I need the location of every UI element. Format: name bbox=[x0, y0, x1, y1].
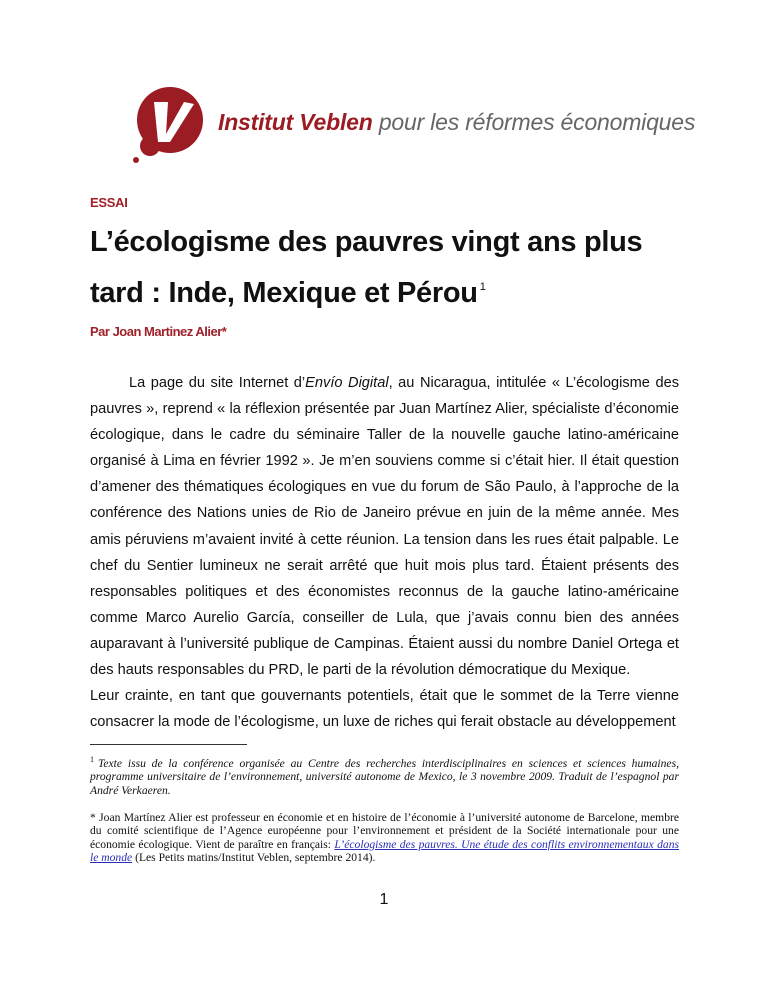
article-title-text: L’écologisme des pauvres vingt ans plus tard : Inde, Mexique et Pérou bbox=[90, 226, 643, 309]
article-kicker: ESSAI bbox=[90, 195, 128, 210]
body-paragraph: Leur crainte, en tant que gouvernants potentiels, était que le sommet de la Terre vienne consacrer la mode de l’écologisme, un luxe de riches qui ferait obstacle au développement bbox=[90, 688, 679, 731]
footnote-separator bbox=[90, 744, 247, 745]
article-body bbox=[90, 370, 679, 735]
footnote-mark: 1 bbox=[90, 755, 94, 764]
veblen-v-icon bbox=[128, 84, 214, 166]
logo-tagline: pour les réformes économiques bbox=[378, 109, 696, 135]
page-number: 1 bbox=[379, 891, 389, 908]
title-footnote-mark[interactable]: 1 bbox=[479, 281, 486, 293]
article-author: Par Joan Martinez Alier* bbox=[90, 324, 227, 339]
body-paragraph bbox=[90, 370, 679, 683]
book-link[interactable]: L’écologisme des pauvres. Une étude des conflits environnementaux dans le monde bbox=[90, 837, 680, 865]
article-title bbox=[90, 217, 690, 319]
paragraph-text: La page du site Internet d’ bbox=[129, 375, 306, 391]
author-note-text: (Les Petits matins/Institut Veblen, septembre 2014). bbox=[132, 851, 376, 865]
footnote-1 bbox=[90, 753, 679, 798]
author-note bbox=[90, 811, 679, 865]
publication-name: Envío Digital bbox=[305, 375, 389, 391]
logo-name: Institut Veblen bbox=[218, 109, 373, 135]
paragraph-text: , au Nicaragua, intitulée « L’écologisme des pauvres », reprend « la réflexion présentée par Juan Martínez Alier, spécialiste d’économie écologique, dans le cadre du séminaire Taller de la nouvelle gauche latino-américaine organisé à Lima en février 1992 ». Je m’en souviens comme si c’était hier. Il était question d’amener des thématiques écologiques en vue du forum de São Paulo, à l’approche de la conférence des Nations unies de Rio de Janeiro prévue en juin de la même année. Mes amis péruviens m’avaient invité à cette réunion. La tension dans les rues était palpable. Le chef du Sentier lumineux ne serait arrêté que huit mois plus tard. Étaient présents des responsables politiques et des économistes reconnus de la gauche latino-américaine comme Marco Aurelio García, conseiller de Lula, que j’avais connu bien des années auparavant à l’université publique de Campinas. Étaient aussi du nombre Daniel Ortega et des hauts responsables du PRD, le parti de la révolution démocratique du Mexique. bbox=[90, 375, 679, 679]
footnotes bbox=[90, 753, 679, 878]
author-note-text: * Joan Martínez Alier est professeur en économie et en histoire de l’économie à l’université autonome de Barcelone, membre du comité scientifique de l’Agence européenne pour l’environnement et président de la Société internationale pour une économie écologique. Vient de paraître en français: bbox=[90, 810, 679, 851]
institut-veblen-logo bbox=[128, 84, 696, 166]
footnote-text: Texte issu de la conférence organisée au Centre des recherches interdisciplinaires en sciences et sciences humaines, programme universitaire de l’environnement, université autonome de Mexico, le 3 novembre 2009. Traduit de l’espagnol par André Verkaeren. bbox=[90, 756, 679, 798]
